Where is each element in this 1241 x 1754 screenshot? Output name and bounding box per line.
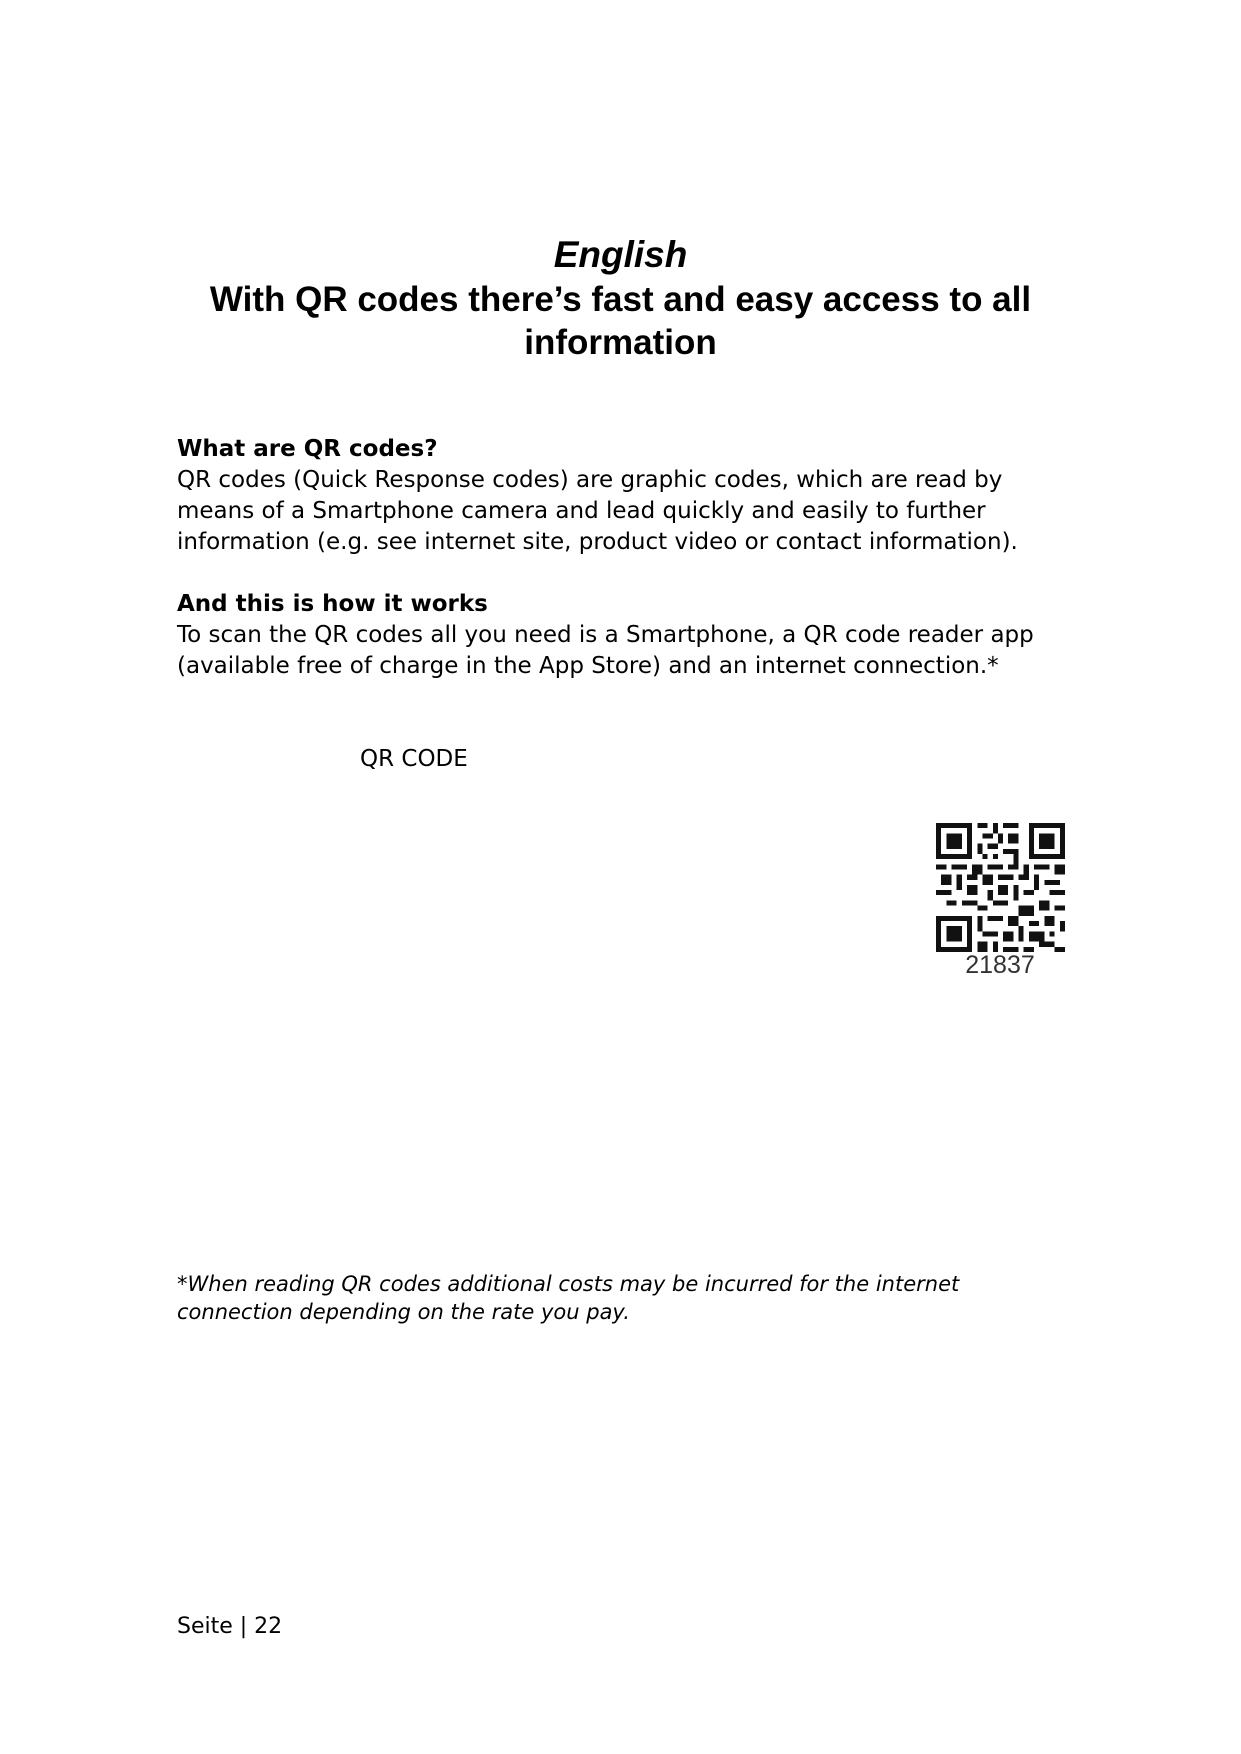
- language-heading: English: [553, 234, 688, 275]
- page-title-line-1: With QR codes there’s fast and easy access to all: [209, 280, 1032, 319]
- section-how-it-works: [177, 589, 1077, 682]
- page-header: [150, 232, 1091, 364]
- section-heading: What are QR codes?: [177, 436, 438, 462]
- footnote: [177, 1270, 1077, 1326]
- paragraph-line: information (e.g. see internet site, product video or contact information).: [177, 529, 1018, 555]
- paragraph-line: QR codes (Quick Response codes) are graphic codes, which are read by: [177, 467, 1003, 493]
- qr-code-caption: QR CODE: [360, 746, 468, 772]
- footnote-line: *When reading QR codes additional costs may be incurred for the internet: [177, 1272, 960, 1296]
- section-heading: And this is how it works: [177, 591, 488, 617]
- qr-code-number: 21837: [965, 951, 1035, 979]
- page-title-line-2: information: [524, 323, 717, 362]
- page-number: Seite | 22: [177, 1614, 283, 1639]
- footnote-line: connection depending on the rate you pay.: [177, 1300, 630, 1324]
- paragraph-line: means of a Smartphone camera and lead quickly and easily to further: [177, 498, 986, 524]
- section-what-are-qr-codes: [177, 434, 1077, 558]
- paragraph-line: To scan the QR codes all you need is a Smartphone, a QR code reader app: [177, 622, 1034, 648]
- paragraph-line: (available free of charge in the App Store) and an internet connection.*: [177, 653, 999, 679]
- qr-code-icon: [936, 823, 1065, 952]
